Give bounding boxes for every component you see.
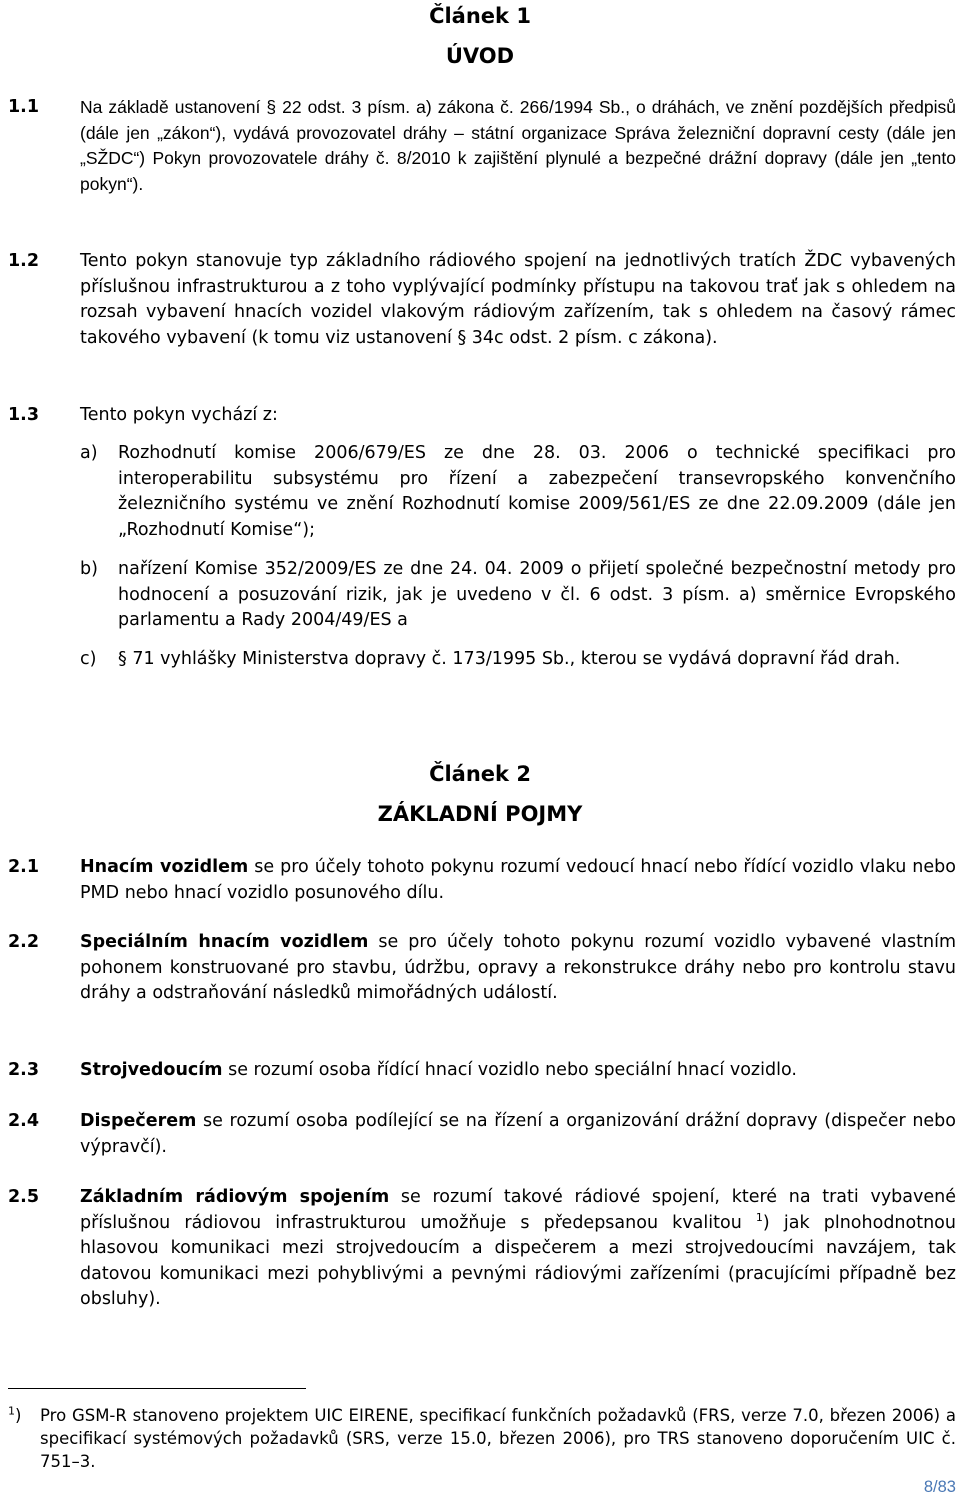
list-item-text: § 71 vyhlášky Ministerstva dopravy č. 173/1995 Sb., kterou se vydává dopravní řád drah.: [118, 649, 901, 669]
defined-term: Hnacím vozidlem: [80, 857, 249, 877]
definition-2-1: [8, 855, 956, 906]
defined-term: Dispečerem: [80, 1111, 197, 1131]
article-1-title: Článek 1: [429, 4, 531, 28]
list-item-b: [80, 557, 956, 634]
footnote-marker: $^1$): [8, 1404, 22, 1425]
footnote-separator: [8, 1388, 306, 1389]
paragraph-number: 1.1: [8, 97, 40, 117]
paragraph-number: 2.4: [8, 1111, 40, 1131]
definition-text: [80, 930, 956, 1007]
paragraph-1-3: [8, 403, 956, 429]
list-item-c: [80, 647, 956, 673]
paragraph-1-2: [8, 249, 956, 351]
definition-text: [80, 1109, 956, 1160]
definition-2-2: [8, 930, 956, 1007]
article-2-title: Článek 2: [429, 762, 531, 786]
definition-2-3: [8, 1058, 956, 1084]
article-1-subtitle: ÚVOD: [445, 44, 515, 68]
definition-body-continued: ) jak plnohodnotnou hlasovou komunikaci mezi strojvedoucím a dispečerem a mezi strojvedoucími navzájem, tak datovou komunikaci mezi pohyblivými a pevnými rádiovými zařízeními (pracujícími případně bez obsluhy).: [80, 1212, 956, 1309]
list-marker: a): [80, 443, 98, 463]
definition-2-5: [8, 1185, 956, 1313]
paragraph-number: 1.2: [8, 251, 40, 271]
footnote: [8, 1404, 956, 1473]
list-marker: b): [80, 559, 98, 579]
paragraph-text: Na základě ustanovení § 22 odst. 3 písm. a) zákona č. 266/1994 Sb., o dráhách, ve znění pozdějších předpisů (dále jen „zákon“), vydává provozovatel dráhy – státní organizace Správa železniční dopravní cesty (dále jen „SŽDC“) Pokyn provozovatele dráhy č. 8/2010 k zajištění plynulé a bezpečné drážní dopravy (dále jen „tento pokyn“).: [80, 97, 956, 194]
paragraph-number: 2.2: [8, 932, 40, 952]
definition-text: [80, 1185, 956, 1313]
paragraph-number: 2.1: [8, 857, 40, 877]
paragraph-text: Tento pokyn stanovuje typ základního rádiového spojení na jednotlivých tratích ŽDC vybavených příslušnou infrastrukturou a z toho vyplývající podmínky přístupu na takovou trať jak s ohledem na rozsah vybavení hnacích vozidel vlakovým rádiovým zařízením, tak s ohledem na časový rámec takového vybavení (k tomu viz ustanovení § 34c odst. 2 písm. c zákona).: [80, 251, 956, 348]
defined-term: Speciálním hnacím vozidlem: [80, 932, 369, 952]
definition-text: [80, 1058, 956, 1084]
defined-term: Základním rádiovým spojením: [80, 1187, 390, 1207]
definition-body: se rozumí takové rádiové spojení, které na trati vybavené příslušnou rádiovou infrastrukturou umožňuje s předepsanou kvalitou: [80, 1187, 956, 1233]
paragraph-text: Tento pokyn vychází z:: [80, 405, 278, 425]
defined-term: Strojvedoucím: [80, 1060, 223, 1080]
list-marker: c): [80, 649, 97, 669]
list-item-text: nařízení Komise 352/2009/ES ze dne 24. 04. 2009 o přijetí společné bezpečnostní metody pro hodnocení a posuzování rizik, jak je uvedeno v čl. 6 odst. 3 písm. a) směrnice Evropského parlamentu a Rady 2004/49/ES a: [118, 559, 956, 630]
definition-2-4: [8, 1109, 956, 1160]
definition-text: [80, 855, 956, 906]
paragraph-number: 1.3: [8, 405, 40, 425]
article-2-subtitle: ZÁKLADNÍ POJMY: [377, 802, 583, 826]
definition-body: se rozumí osoba řídící hnací vozidlo nebo speciální hnací vozidlo.: [222, 1060, 797, 1080]
list-item-text: Rozhodnutí komise 2006/679/ES ze dne 28. 03. 2006 o technické specifikaci pro interoperabilitu subsystému pro řízení a zabezpečení transevropského konvenčního železničního systému ve znění Rozhodnutí komise 2009/561/ES ze dne 22.09.2009 (dále jen „Rozhodnutí Komise“);: [118, 443, 956, 540]
paragraph-number: 2.3: [8, 1060, 40, 1080]
definition-body: se rozumí osoba podílející se na řízení a organizování drážní dopravy (dispečer nebo výpravčí).: [80, 1111, 956, 1157]
footnote-text: Pro GSM-R stanoveno projektem UIC EIRENE, specifikací funkčních požadavků (FRS, verze 7.0, březen 2006) a specifikací systémových požadavků (SRS, verze 15.0, březen 2006), pro TRS stanoveno doporučením UIC č. 751–3.: [40, 1406, 956, 1471]
definition-body: se pro účely tohoto pokynu rozumí vozidlo vybavené vlastním pohonem konstruované pro stavbu, údržbu, opravy a rekonstrukce dráhy nebo pro kontrolu stavu dráhy a odstraňování následků mimořádných událostí.: [80, 932, 957, 1003]
paragraph-1-1: [8, 95, 956, 197]
footnote-reference[interactable]: 1: [755, 1210, 763, 1224]
list-item-a: [80, 441, 956, 543]
page-number: 8/83: [923, 1478, 956, 1496]
definition-body: se pro účely tohoto pokynu rozumí vedoucí hnací nebo řídící vozidlo vlaku nebo PMD nebo hnací vozidlo posunového dílu.: [80, 857, 956, 903]
paragraph-number: 2.5: [8, 1187, 40, 1207]
